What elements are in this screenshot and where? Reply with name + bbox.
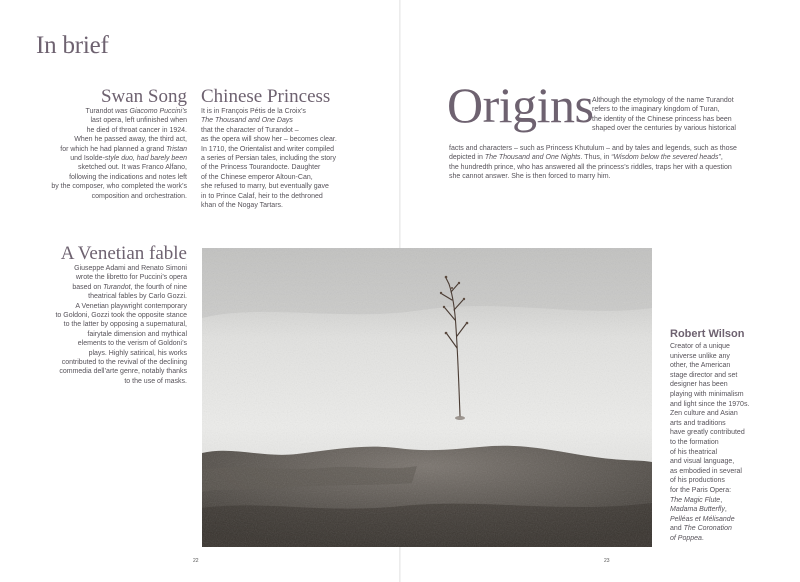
text-segment: the identity of the Chinese princess has been — [592, 115, 732, 123]
origins-text-below — [449, 144, 792, 182]
venetian-fable-text — [40, 264, 187, 386]
swan-song-text — [40, 107, 187, 201]
italic-text: The Coronation — [683, 525, 732, 533]
text-segment: In 1710, the Orientalist and writer compiled — [201, 145, 335, 153]
text-segment: A Venetian playwright contemporary — [75, 302, 187, 310]
italic-text: was Giacomo Puccini’s — [113, 108, 187, 115]
text-segment: by the composer, who completed the work’s — [51, 183, 187, 191]
page-number-right: 23 — [604, 558, 610, 564]
text-segment: Although the etymology of the name Turandot — [592, 97, 734, 104]
text-segment: have greatly contributed — [670, 429, 745, 437]
text-segment: commedia dell’arte genre, notably thanks — [59, 368, 187, 376]
text-segment: , the fourth of nine — [130, 283, 187, 291]
text-segment: refers to the imaginary kingdom of Turan, — [592, 106, 720, 114]
text-segment: stage director and set — [670, 371, 738, 379]
text-segment: based on — [72, 283, 104, 291]
swan-song-article — [40, 87, 187, 201]
italic-text: Tristan — [166, 145, 187, 153]
italic-text: “Wisdom below the severed heads” — [611, 154, 721, 162]
origins-title: Origins — [447, 77, 594, 133]
section-title: In brief — [36, 32, 109, 59]
italic-text: The Magic Flute — [670, 496, 721, 504]
text-segment: khan of the Nogay Tartars. — [201, 202, 283, 210]
text-segment: and light since the 1970s. — [670, 400, 750, 408]
italic-text: -style duo, had barely been — [102, 155, 187, 163]
text-segment: she refused to marry, but eventually gave — [201, 183, 329, 191]
chinese-princess-title: Chinese Princess — [201, 86, 331, 107]
text-segment: following the indications and notes left — [69, 173, 187, 181]
venetian-fable-title: A Venetian fable — [60, 243, 187, 264]
text-segment: to Goldoni, Gozzi took the opposite stance — [55, 312, 187, 320]
text-segment: the hundredth prince, who has answered all the princess’s riddles, traps her with a question — [449, 163, 732, 171]
text-segment: plays. Highly satirical, his works — [88, 349, 187, 357]
text-segment: composition and orchestration. — [91, 192, 187, 200]
text-segment: to the use of masks. — [124, 377, 187, 385]
text-segment: for which he had planned a grand — [60, 145, 167, 153]
text-segment: and — [670, 525, 684, 533]
text-segment: designer has been — [670, 381, 728, 389]
text-segment: playing with minimalism — [670, 390, 744, 398]
text-segment: that the character of Turandot – — [201, 126, 299, 134]
snow-plant-photo — [202, 248, 652, 547]
text-segment: facts and characters – such as Princess Khutulum – and by tales and legends, such as those — [449, 145, 737, 152]
text-segment: to the formation — [670, 438, 719, 446]
text-segment: contributed to the revival of the declining — [61, 359, 187, 367]
italic-text: Pelléas et Mélisande — [670, 515, 735, 523]
venetian-fable-article — [40, 244, 187, 386]
text-segment: depicted in — [449, 154, 485, 162]
italic-text: The Thousand and One Nights — [484, 154, 581, 162]
italic-text: Turandot — [103, 283, 131, 291]
chinese-princess-article — [201, 87, 361, 210]
robert-wilson-title: Robert Wilson — [670, 328, 745, 340]
text-segment: a series of Persian tales, including the story — [201, 155, 337, 163]
text-segment: theatrical fables by Carlo Gozzi. — [88, 293, 187, 301]
text-segment: und Isolde — [70, 155, 103, 163]
text-segment: for the Paris Opera: — [670, 486, 732, 494]
text-segment: shaped over the centuries by various historical — [592, 125, 736, 133]
text-segment: Zen culture and Asian — [670, 410, 738, 418]
text-segment: last opera, left unfinished when — [90, 117, 187, 125]
text-segment: wrote the libretto for Puccini’s opera — [75, 274, 187, 282]
text-segment: , — [720, 154, 723, 162]
text-segment: he died of throat cancer in 1924. — [86, 126, 187, 134]
text-segment: of his theatrical — [670, 448, 718, 456]
text-segment: other, the American — [670, 362, 731, 370]
italic-text: The Thousand and One Days — [201, 117, 293, 125]
text-segment: It is in François Pétis de la Croix’s — [201, 108, 306, 115]
text-segment: to the latter by opposing a supernatural, — [63, 321, 187, 329]
text-segment: fairytale dimension and mythical — [87, 330, 187, 338]
swan-song-title: Swan Song — [100, 86, 187, 107]
text-segment: elements to the verism of Goldoni’s — [77, 340, 187, 348]
text-segment: as embodied in several — [670, 467, 742, 475]
robert-wilson-text — [670, 342, 795, 543]
text-segment: . Thus, in — [580, 154, 612, 162]
text-segment: she cannot answer. She is then forced to marry him. — [449, 173, 611, 181]
chinese-princess-text — [201, 107, 361, 210]
text-segment: Creator of a unique — [670, 343, 730, 350]
text-segment: arts and traditions — [670, 419, 726, 427]
text-segment: Turandot — [85, 108, 114, 115]
text-segment: , — [720, 496, 723, 504]
text-segment: of the Princess Tourandocte. Daughter — [201, 164, 321, 172]
italic-text: of Poppea — [670, 534, 702, 542]
page-number-left: 22 — [193, 558, 199, 564]
italic-text: Madama Butterfly — [670, 506, 725, 514]
text-segment: of his productions — [670, 477, 725, 485]
text-segment: When he passed away, the third act, — [74, 136, 187, 144]
text-segment: , — [724, 506, 727, 514]
text-segment: universe unlike any — [670, 352, 730, 360]
origins-text-beside — [592, 96, 792, 134]
text-segment: as the opera will show her – becomes clear. — [201, 136, 337, 144]
text-segment: and visual language, — [670, 458, 735, 466]
text-segment: sketched out. It was Franco Alfano, — [78, 164, 187, 172]
text-segment: of the Chinese emperor Altoun-Can, — [201, 173, 313, 181]
text-segment: Giuseppe Adami and Renato Simoni — [74, 265, 187, 272]
robert-wilson-article — [670, 328, 795, 543]
text-segment: in to Prince Calaf, heir to the dethroned — [201, 192, 323, 200]
text-segment: . — [701, 534, 704, 542]
